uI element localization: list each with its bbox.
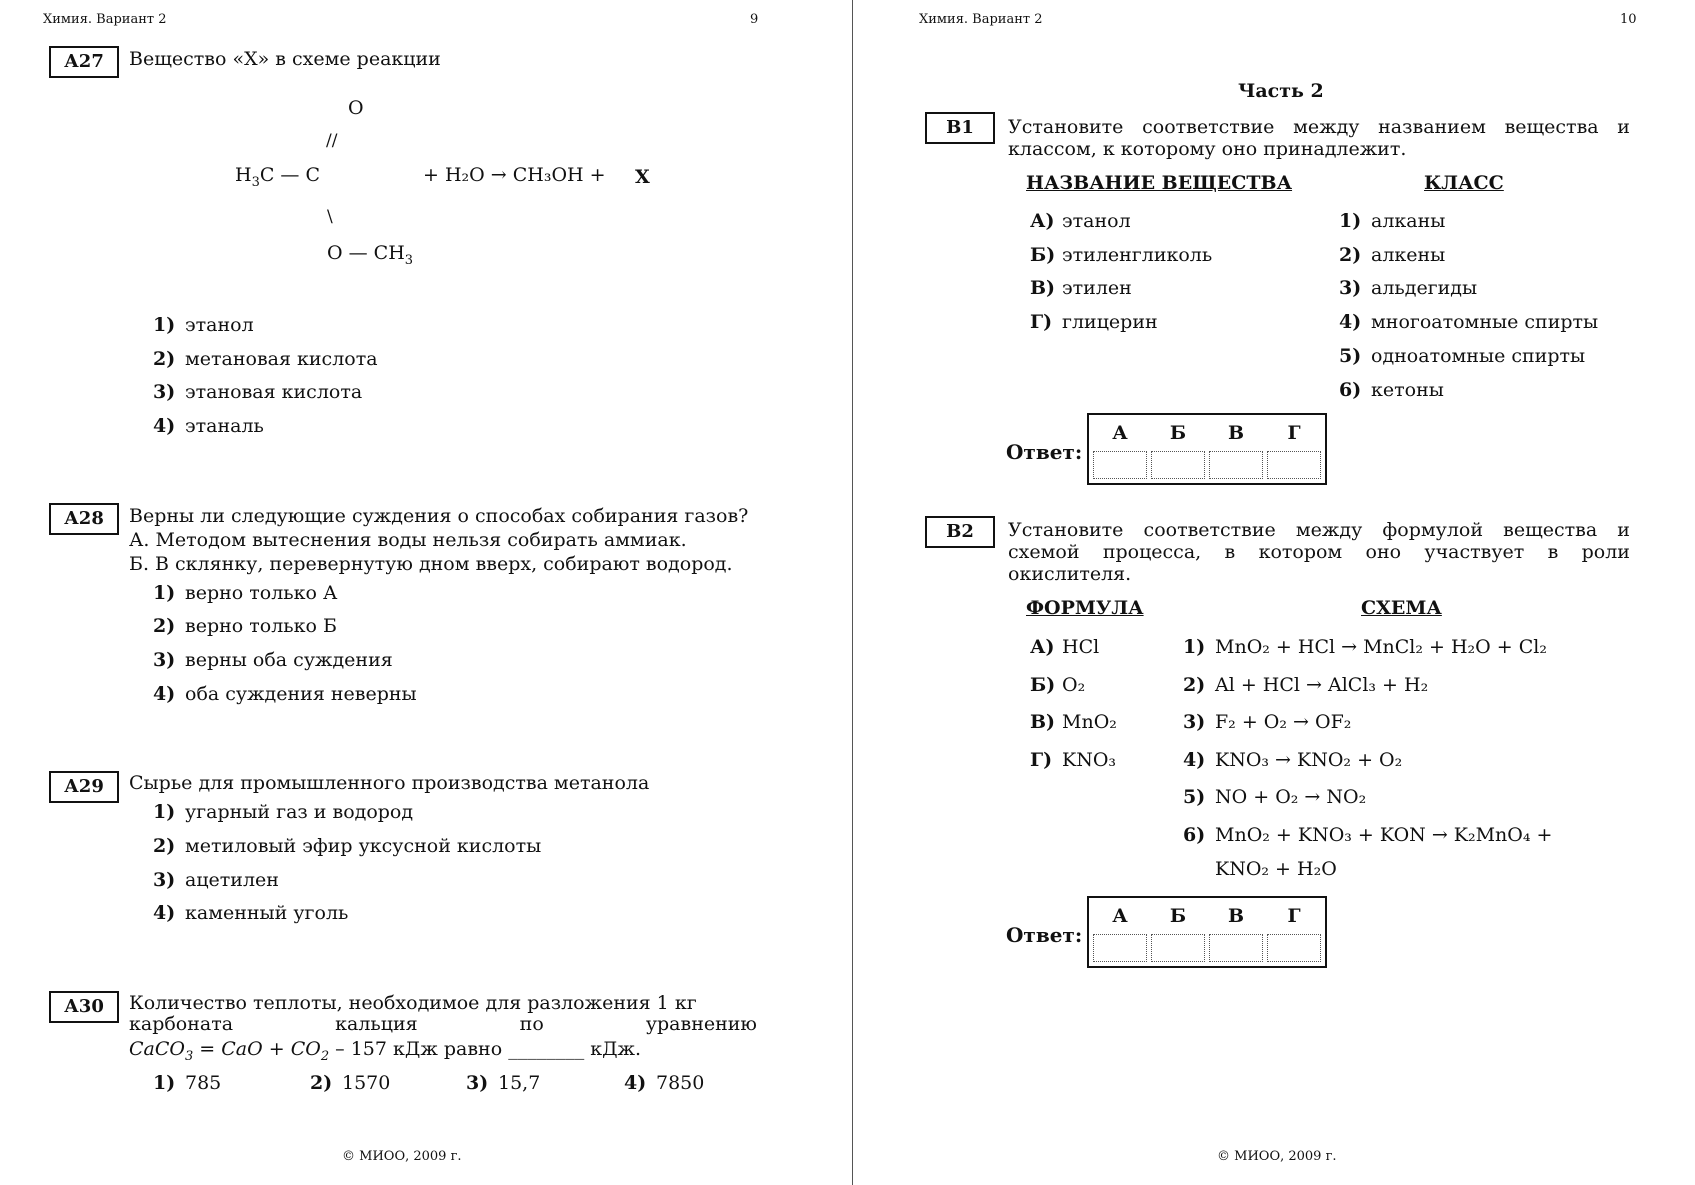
a30-option-1: 1) 785 xyxy=(153,1072,222,1094)
a28-label: А28 xyxy=(49,503,119,535)
b2-answer-col-g: Г xyxy=(1287,905,1301,927)
b2-answer-label: Ответ: xyxy=(1006,923,1083,947)
b1-answer-cell-b[interactable] xyxy=(1151,451,1205,479)
b1-answer-col-g: Г xyxy=(1287,422,1301,444)
b2-line3: окислителя. xyxy=(1008,563,1132,585)
right-footer: © МИОО, 2009 г. xyxy=(1217,1149,1337,1164)
b2-answer-cell-b[interactable] xyxy=(1151,934,1205,962)
b1-answer-cell-a[interactable] xyxy=(1093,451,1147,479)
b1-line2: классом, к которому оно принадлежит. xyxy=(1008,138,1407,160)
b1-class-5: 5) одноатомные спирты xyxy=(1339,345,1586,367)
b1-class-6: 6) кетоны xyxy=(1339,379,1444,401)
formula-x: X xyxy=(635,166,650,188)
a29-option-4: 4) каменный уголь xyxy=(153,902,349,924)
b2-formula-v: В) MnO₂ xyxy=(1030,711,1117,733)
b2-answer-table xyxy=(1087,896,1327,968)
a28-statement-a: А. Методом вытеснения воды нельзя собирать аммиак. xyxy=(129,529,687,551)
b1-col2-title: КЛАСС xyxy=(1424,172,1504,194)
b1-class-2: 2) алкены xyxy=(1339,244,1446,266)
right-page-number: 10 xyxy=(1620,12,1637,27)
b1-substance-b: Б) этиленгликоль xyxy=(1030,244,1213,266)
b1-answer-col-a: А xyxy=(1112,422,1128,444)
b2-formula-g: Г) KNO₃ xyxy=(1030,749,1117,771)
a30-line2: карбоната кальция по уравнению xyxy=(129,1013,757,1035)
a30-option-2: 2) 1570 xyxy=(310,1072,391,1094)
b1-class-1: 1) алканы xyxy=(1339,210,1446,232)
b1-class-4: 4) многоатомные спирты xyxy=(1339,311,1599,333)
left-page-number: 9 xyxy=(750,12,759,27)
a27-label: А27 xyxy=(49,46,119,78)
a29-option-1: 1) угарный газ и водород xyxy=(153,801,414,823)
a27-option-3: 3) этановая кислота xyxy=(153,381,363,403)
b1-answer-col-b: Б xyxy=(1169,422,1187,444)
a30-blank: ________ xyxy=(508,1038,585,1060)
formula-h3c-c: $H_3C$ — C xyxy=(235,164,321,190)
a29-label: А29 xyxy=(49,771,119,803)
b1-line1: Установите соответствие между названием вещества и xyxy=(1008,116,1630,138)
b1-answer-cell-v[interactable] xyxy=(1209,451,1263,479)
page-divider xyxy=(852,0,853,1185)
a29-option-3: 3) ацетилен xyxy=(153,869,279,891)
a28-option-1: 1) верно только А xyxy=(153,582,338,604)
a29-question: Сырье для промышленного производства метанола xyxy=(129,772,650,794)
a30-label: А30 xyxy=(49,991,119,1023)
b2-line1: Установите соответствие между формулой вещества и xyxy=(1008,519,1630,541)
b1-label: В1 xyxy=(925,112,995,144)
a28-statement-b: Б. В склянку, перевернутую дном вверх, собирают водород. xyxy=(129,553,733,575)
a28-option-2: 2) верно только Б xyxy=(153,615,337,637)
b1-class-3: 3) альдегиды xyxy=(1339,277,1478,299)
b2-label: В2 xyxy=(925,516,995,548)
formula-double-bond: // xyxy=(326,131,338,151)
formula-o-ch3: O — $CH_3$ xyxy=(327,242,414,268)
b2-line2: схемой процесса, в котором оно участвует в роли xyxy=(1008,541,1630,563)
b2-answer-cell-a[interactable] xyxy=(1093,934,1147,962)
b1-answer-col-v: В xyxy=(1227,422,1245,444)
a30-option-3: 3) 15,7 xyxy=(466,1072,541,1094)
b2-answer-col-v: В xyxy=(1227,905,1245,927)
a28-option-4: 4) оба суждения неверны xyxy=(153,683,417,705)
b1-substance-g: Г) глицерин xyxy=(1030,311,1158,333)
b1-substance-a: А) этанол xyxy=(1030,210,1131,232)
a30-equation: CaCO$_3$ = CaO + $CO_2 - 157$ кДж равно ________ кДж. xyxy=(129,1038,642,1064)
b1-substance-v: В) этилен xyxy=(1030,277,1132,299)
a27-option-2: 2) метановая кислота xyxy=(153,348,378,370)
b2-scheme-3: 3) F₂ + O₂ → OF₂ xyxy=(1183,711,1352,733)
b1-col1-title: НАЗВАНИЕ ВЕЩЕСТВА xyxy=(1026,172,1293,194)
b2-scheme-1: 1) MnO₂ + HCl → MnCl₂ + H₂O + Cl₂ xyxy=(1183,636,1547,658)
a27-option-4: 4) этаналь xyxy=(153,415,264,437)
a30-line1: Количество теплоты, необходимое для разложения 1 кг xyxy=(129,992,697,1014)
b2-formula-a: А) HCl xyxy=(1030,636,1100,658)
a28-question: Верны ли следующие суждения о способах собирания газов? xyxy=(129,505,749,527)
left-footer: © МИОО, 2009 г. xyxy=(342,1149,462,1164)
left-header: Химия. Вариант 2 xyxy=(43,12,167,27)
b2-scheme-5: 5) NO + O₂ → NO₂ xyxy=(1183,786,1367,808)
formula-o-top: O xyxy=(348,97,364,119)
b2-formula-b: Б) O₂ xyxy=(1030,674,1086,696)
b2-col1-title: ФОРМУЛА xyxy=(1026,597,1144,619)
b1-answer-table xyxy=(1087,413,1327,485)
b2-scheme-6-line2: KNO₂ + H₂O xyxy=(1215,858,1337,880)
b1-answer-cell-g[interactable] xyxy=(1267,451,1321,479)
formula-reactants: + H₂O → CH₃OH + xyxy=(423,164,606,186)
b2-answer-col-a: А xyxy=(1112,905,1128,927)
a30-option-4: 4) 7850 xyxy=(624,1072,705,1094)
b2-scheme-2: 2) Al + HCl → AlCl₃ + H₂ xyxy=(1183,674,1429,696)
b2-answer-cell-v[interactable] xyxy=(1209,934,1263,962)
b2-col2-title: СХЕМА xyxy=(1361,597,1442,619)
part-title: Часть 2 xyxy=(1238,80,1324,102)
b2-answer-col-b: Б xyxy=(1169,905,1187,927)
a29-option-2: 2) метиловый эфир уксусной кислоты xyxy=(153,835,542,857)
right-header: Химия. Вариант 2 xyxy=(919,12,1043,27)
a27-option-1: 1) этанол xyxy=(153,314,254,336)
formula-single-bond: \ xyxy=(327,207,333,227)
b2-answer-cell-g[interactable] xyxy=(1267,934,1321,962)
b2-scheme-4: 4) KNO₃ → KNO₂ + O₂ xyxy=(1183,749,1403,771)
a28-option-3: 3) верны оба суждения xyxy=(153,649,393,671)
b2-scheme-6: 6) MnO₂ + KNO₃ + KON → K₂MnO₄ + xyxy=(1183,824,1553,846)
a27-question: Вещество «X» в схеме реакции xyxy=(129,48,441,70)
b1-answer-label: Ответ: xyxy=(1006,440,1083,464)
